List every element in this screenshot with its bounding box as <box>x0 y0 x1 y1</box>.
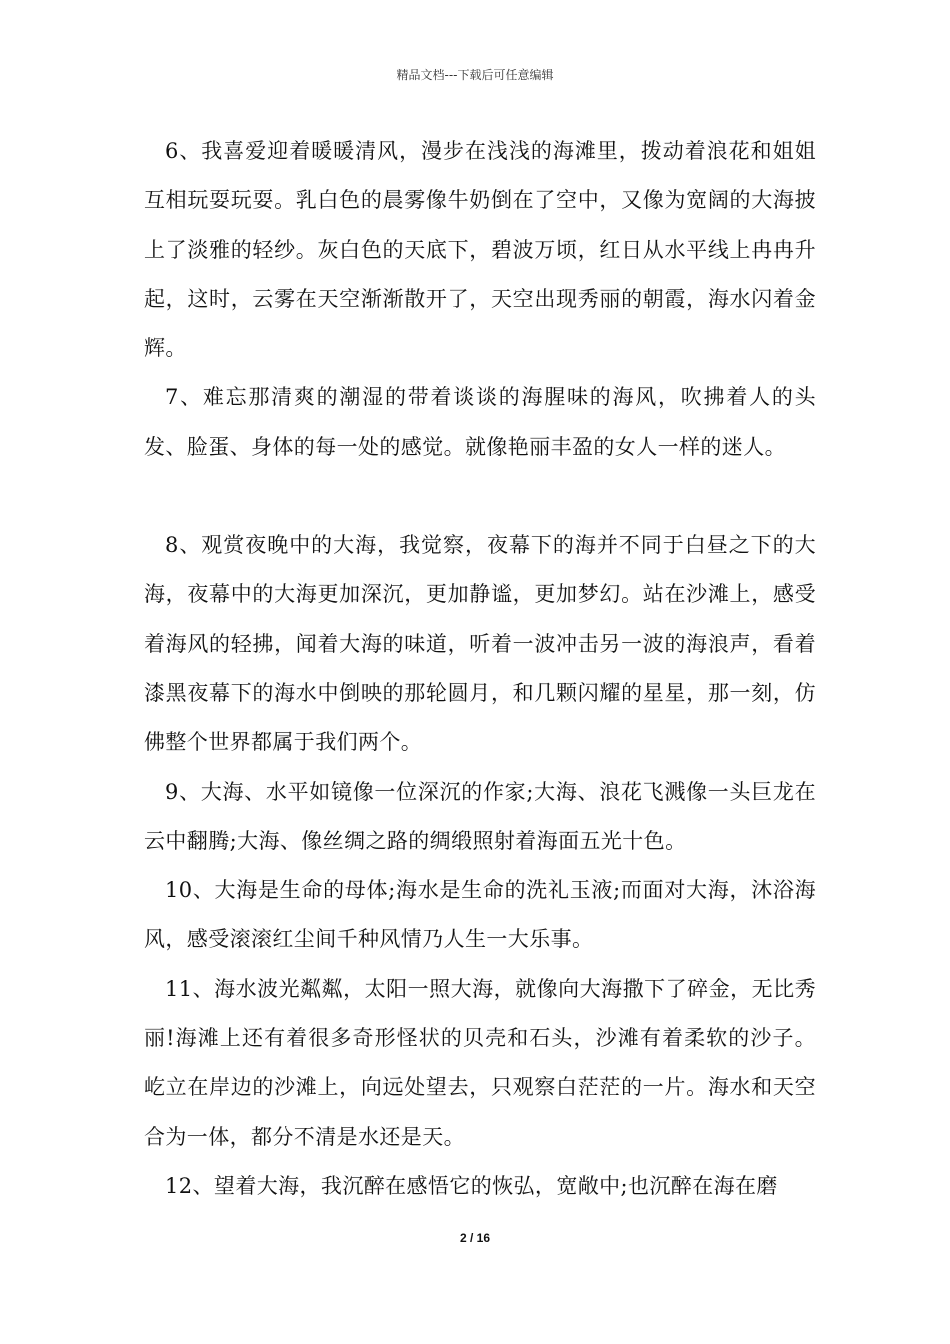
paragraph-6: 6、我喜爱迎着暖暖清风，漫步在浅浅的海滩里，拨动着浪花和姐姐互相玩耍玩耍。乳白色的晨雾像牛奶倒在了空中，又像为宽阔的大海披上了淡雅的轻纱。灰白色的天底下，碧波万顷，红日从水平线上冉冉升起，这时，云雾在天空渐渐散开了，天空出现秀丽的朝霞，海水闪着金辉。 <box>144 139 816 361</box>
paragraph-spacer <box>144 472 816 521</box>
page-header: 精品文档---下载后可任意编辑 <box>396 68 554 82</box>
document-body <box>144 127 816 1211</box>
paragraph-11: 11、海水波光粼粼，太阳一照大海，就像向大海撒下了碎金，无比秀丽!海滩上还有着很多奇形怪状的贝壳和石头，沙滩有着柔软的沙子。屹立在岸边的沙滩上，向远处望去，只观察白茫茫的一片。海水和天空合为一体，都分不清是水还是天。 <box>144 976 816 1149</box>
paragraph-8: 8、观赏夜晚中的大海，我觉察，夜幕下的海并不同于白昼之下的大海，夜幕中的大海更加深沉，更加静谧，更加梦幻。站在沙滩上，感受着海风的轻拂，闻着大海的味道，听着一波冲击另一波的海浪声，看着漆黑夜幕下的海水中倒映的那轮圆月，和几颗闪耀的星星，那一刻，仿佛整个世界都属于我们两个。 <box>144 533 816 755</box>
paragraph-12: 12、望着大海，我沉醉在感悟它的恢弘，宽敞中;也沉醉在海在磨 <box>165 1173 778 1198</box>
paragraph-7: 7、难忘那清爽的潮湿的带着谈谈的海腥味的海风，吹拂着人的头发、脸蛋、身体的每一处的感觉。就像艳丽丰盈的女人一样的迷人。 <box>144 385 816 459</box>
paragraph-10: 10、大海是生命的母体;海水是生命的洗礼玉液;而面对大海，沐浴海风，感受滚滚红尘间千种风情乃人生一大乐事。 <box>144 878 816 952</box>
page-number: 2 / 16 <box>459 1231 491 1245</box>
paragraph-9: 9、大海、水平如镜像一位深沉的作家;大海、浪花飞溅像一头巨龙在云中翻腾;大海、像丝绸之路的绸缎照射着海面五光十色。 <box>144 779 816 853</box>
